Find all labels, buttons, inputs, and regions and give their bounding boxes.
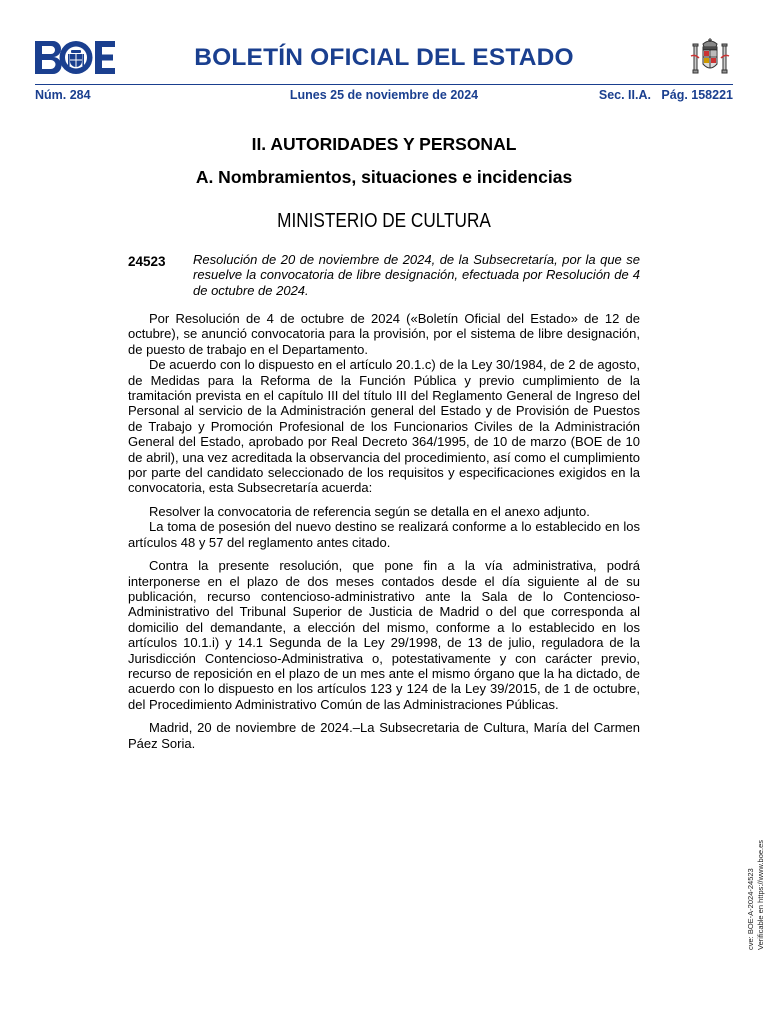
resolution-body [128,311,640,751]
issue-number: Núm. 284 [35,88,91,102]
header-rule [35,84,733,85]
paragraph: La toma de posesión del nuevo destino se realizará conforme a lo establecido en los artículos 48 y 57 del reglamento antes citado. [128,519,640,550]
verification-link[interactable]: Verificable en https://www.boe.es [755,839,765,950]
paragraph: Por Resolución de 4 de octubre de 2024 («Boletín Oficial del Estado» de 12 de octubre), se anunció convocatoria para la provisión, por el sistema de libre designación, de puesto de trabajo en el Departamento. [128,311,640,357]
ministry-heading: MINISTERIO DE CULTURA [277,210,491,232]
spain-coat-of-arms-icon [687,36,733,82]
section-page [599,88,733,102]
paragraph: Resolver la convocatoria de referencia según se detalla en el anexo adjunto. [149,503,590,519]
resolution-number: 24523 [128,254,166,269]
page-number: Pág. 158221 [661,88,733,102]
verification-note [746,840,765,950]
issue-info-row [35,88,733,104]
boe-logo [35,41,115,74]
resolution-title: Resolución de 20 de noviembre de 2024, de la Subsecretaría, por la que se resuelve la convocatoria de libre designación, efectuada por Resolución de 4 de octubre de 2024. [193,252,640,298]
section-code: Sec. II.A. [598,88,651,102]
signature-paragraph: Madrid, 20 de noviembre de 2024.–La Subsecretaria de Cultura, María del Carmen Páez Soria. [128,720,640,751]
paragraph: De acuerdo con lo dispuesto en el artículo 20.1.c) de la Ley 30/1984, de 2 de agosto, de Medidas para la Reforma de la Función Pública y previo cumplimiento de la tramitación prevista en el capítulo III del título III del Reglamento General de Ingreso del Personal al servicio de la Administración general del Estado y de Provisión de Puestos de Trabajo y Promoción Profesional de los Funcionarios Civiles de la Administración General del Estado, aprobado por Real Decreto 364/1995, de 10 de marzo (BOE de 10 de abril), una vez acreditada la observancia del procedimiento, así como el cumplimiento por parte del candidato seleccionado de los requisitos y especificaciones exigidos en la convocatoria, esta Subsecretaría acuerda: [128,357,640,496]
issue-date: Lunes 25 de noviembre de 2024 [289,88,479,102]
paragraph: Contra la presente resolución, que pone fin a la vía administrativa, podrá interponerse en el plazo de dos meses contados desde el día siguiente al de su publicación, recurso contencioso-administrativo ante la Sala de lo Contencioso-Administrativo del Tribunal Superior de Justicia de Madrid o del que corresponda al domicilio del demandante, a elección del mismo, conforme a lo establecido en los artículos 10.1.i) y 14.1 Segunda de la Ley 29/1998, de 13 de julio, reguladora de la Jurisdicción Contencioso-Administrativa o, potestativamente y con carácter previo, recurso de reposición en el plazo de un mes ante el mismo órgano que la ha dictado, de acuerdo con lo dispuesto en los artículos 123 y 124 de la Ley 39/2015, de 1 de octubre, del Procedimiento Administrativo Común de las Administraciones Públicas. [128,558,640,712]
subsection-heading: A. Nombramientos, situaciones e incidencias [195,167,573,187]
bulletin-title: BOLETÍN OFICIAL DEL ESTADO [194,44,574,71]
cve-code: cve: BOE-A-2024-24523 [746,868,755,950]
section-heading: II. AUTORIDADES Y PERSONAL [251,134,517,154]
